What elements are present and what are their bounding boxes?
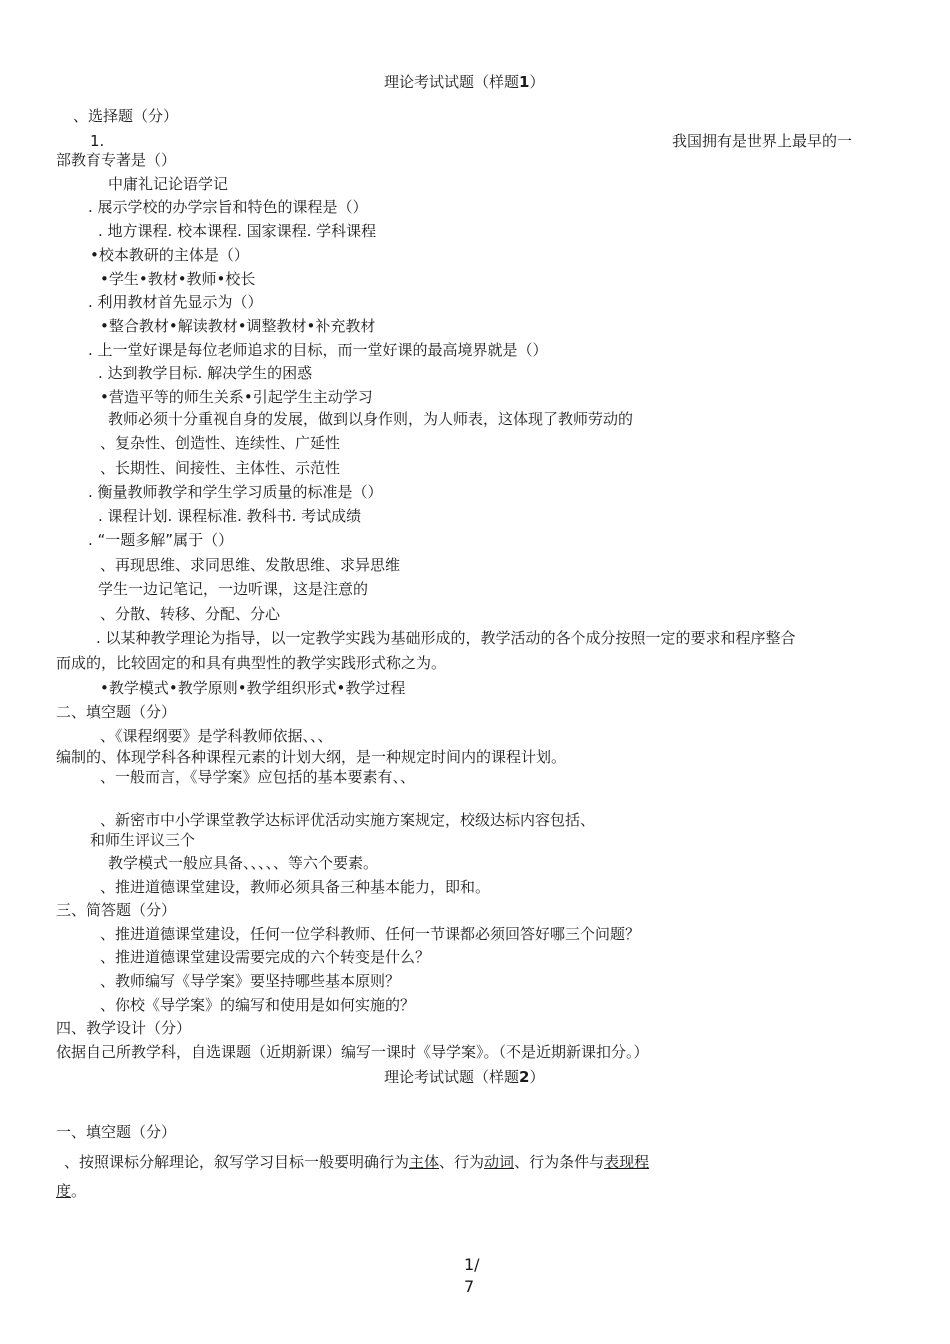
title-number: 2 [519,1068,530,1086]
page-number-bottom: 7 [464,1277,475,1296]
underlined-answer: 动词 [484,1153,515,1171]
question-options: •营造平等的师生关系•引起学生主动学习 [100,388,373,406]
question-text: 部教育专著是（） [56,151,177,169]
question-text: 教师必须十分重视自身的发展，做到以身作则，为人师表，这体现了教师劳动的 [108,410,634,428]
title-close: ） [529,73,545,91]
design-item: 依据自己所教学科，自选课题（近期新课）编写一课时《导学案》。（不是近期新课扣分。） [56,1043,649,1061]
short-answer-item: 、推进道德课堂建设，任何一位学科教师、任何一节课都必须回答好哪三个问题？ [100,925,641,943]
question-number: 1. [90,132,105,150]
short-answer-item: 、推进道德课堂建设需要完成的六个转变是什么？ [100,948,431,966]
question-text: . 利用教材首先显示为（） [88,293,263,311]
underlined-answer: 度 [56,1182,72,1200]
fill-item: 和师生评议三个 [90,831,196,849]
question-text: . 上一堂好课是每位老师追求的目标，而一堂好课的最高境界就是（） [88,341,548,359]
text-segment: 。 [71,1182,87,1200]
fill-item: 、一般而言，《导学案》应包括的基本要素有、、 [100,768,416,786]
text-segment: 、行为 [439,1153,485,1171]
underlined-answer: 表现程 [604,1153,650,1171]
question-options: 中庸礼记论语学记 [108,175,229,193]
text-segment: 、行为条件与 [514,1153,605,1171]
page-number-top: 1/ [464,1255,480,1274]
title-text: 理论考试试题（样题 [384,73,520,91]
title-close: ） [529,1068,545,1086]
title-number: 1 [519,73,530,91]
question-text: . “一题多解”属于（） [88,531,234,549]
question-options: •教学模式•教学原则•教学组织形式•教学过程 [100,679,406,697]
question-options: 、复杂性、创造性、连续性、广延性 [100,434,341,452]
fill-item: 教学模式一般应具备、、、、、等六个要素。 [108,854,379,872]
fill-item: 、推进道德课堂建设，教师必须具备三种基本能力，即和。 [100,878,491,896]
underlined-answer: 主体 [409,1153,440,1171]
question-options: . 课程计划. 课程标准. 教科书. 考试成绩 [98,507,362,525]
fill-item: 、《课程纲要》是学科教师依据、、、 [100,727,333,745]
short-answer-item: 、教师编写《导学案》要坚持哪些基本原则？ [100,972,401,990]
question-text: . 展示学校的办学宗旨和特色的课程是（） [88,198,368,216]
section-heading-design: 四、教学设计（分） [56,1019,192,1037]
section-heading-fill: 二、填空题（分） [56,703,177,721]
title-text: 理论考试试题（样题 [384,1068,520,1086]
text-segment: 、按照课标分解理论，叙写学习目标一般要明确行为 [64,1153,410,1171]
page-title-sample-2 [384,1067,544,1087]
section-heading-fill: 一、填空题（分） [56,1123,177,1141]
question-text: 学生一边记笔记，一边听课，这是注意的 [98,580,369,598]
question-options: 、分散、转移、分配、分心 [100,605,281,623]
question-options: . 达到教学目标. 解决学生的困惑 [98,364,313,382]
fill-item: 、新密市中小学课堂教学达标评优活动实施方案规定，校级达标内容包括、 [100,811,596,829]
fill-item: 编制的、体现学科各种课程元素的计划大纲，是一种规定时间内的课程计划。 [56,748,567,766]
question-options: •学生•教材•教师•校长 [100,270,256,288]
fill-item [64,1152,649,1172]
question-text: . 以某种教学理论为指导，以一定教学实践为基础形成的，教学活动的各个成分按照一定的要求和程序整合 [96,629,796,647]
page-title-sample-1 [384,72,544,92]
question-options: 、长期性、间接性、主体性、示范性 [100,459,341,477]
question-options: •整合教材•解读教材•调整教材•补充教材 [100,317,376,335]
question-text: . 衡量教师教学和学生学习质量的标准是（） [88,483,383,501]
question-text: 而成的，比较固定的和具有典型性的教学实践形式称之为。 [56,654,447,672]
section-heading-choice: 、选择题（分） [73,107,179,125]
short-answer-item: 、你校《导学案》的编写和使用是如何实施的？ [100,996,416,1014]
question-options: . 地方课程. 校本课程. 国家课程. 学科课程 [98,222,377,240]
question-options: 、再现思维、求同思维、发散思维、求异思维 [100,556,401,574]
fill-item [56,1181,86,1201]
section-heading-short-answer: 三、简答题（分） [56,901,177,919]
question-text: •校本教研的主体是（） [90,246,249,264]
question-text: 我国拥有是世界上最早的一 [672,132,853,150]
